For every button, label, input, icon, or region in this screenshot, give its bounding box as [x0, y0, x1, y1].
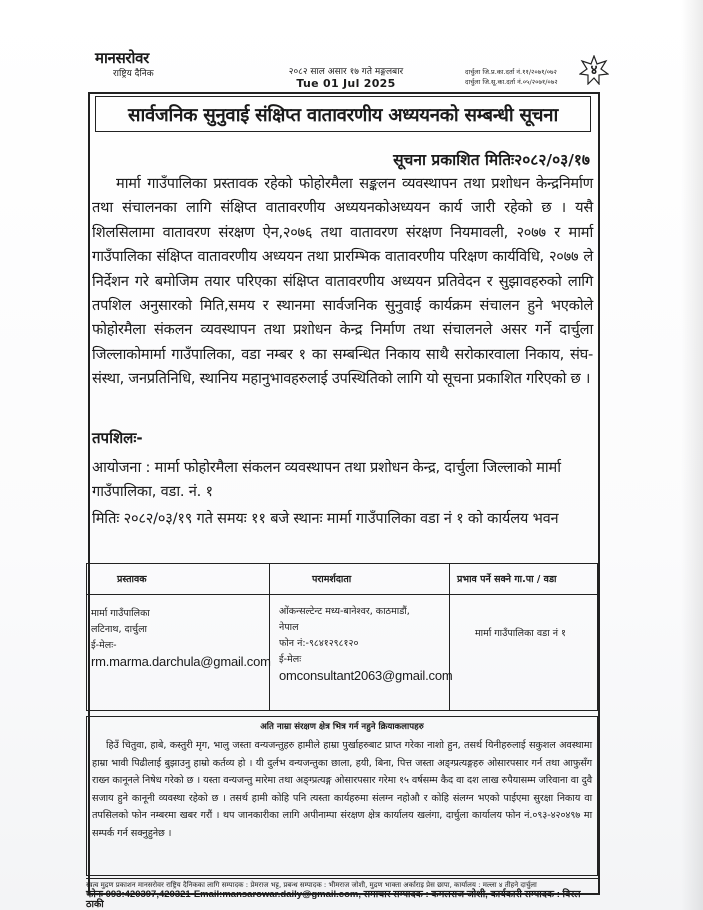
date-english: Tue 01 Jul 2025	[296, 77, 396, 90]
notice-title: सार्वजनिक सुनुवाई संक्षिप्त वातावरणीय अध्ययनको सम्बन्धी सूचना	[95, 96, 591, 132]
imprint-contact-line: फोनः 093:420397,420321-Email:mansarowar.daily@gmail.com, समाचार सम्पादक : कमलराज जोशी, कार्यकारी सम्पादक : विरल ठाकी	[86, 889, 581, 910]
date-nepali: २०८२ साल असार १७ गते मङ्गलबार	[288, 67, 404, 77]
page-number-badge	[579, 55, 609, 85]
newspaper-logo: मानसरोवर	[95, 49, 150, 67]
consultant-name: ओंकन्सल्टेन्ट मध्य-बानेश्वर, काठमाडौं,	[279, 606, 410, 617]
consultant-email-label: ई-मेलः	[279, 654, 302, 665]
registration-line: दार्चुला जि.प्र.का.दर्ता नं.११/२०७१/०७२	[465, 68, 557, 76]
header-affected-area: प्रभाव पर्ने सक्ने गा.पा / वडा	[457, 574, 557, 585]
organizer-line: आयोजना : मार्मा फोहोरमैला संकलन व्यवस्थापन तथा प्रशोधन केन्द्र, दार्चुला जिल्लाको मार्मा गाउँपालिका, वडा. नं. १	[92, 459, 561, 500]
masthead-date-block	[236, 64, 456, 90]
date-time-place: मितिः २०८२/०३/१९ गते समयः ११ बजे स्थानः मार्मा गाउँपालिका वडा नं १ को कार्यलय भवन	[92, 510, 559, 527]
consultant-phone: फोन नं:-९८४१२९८१२०	[279, 638, 359, 649]
published-date: सूचना प्रकाशित मितिः२०८२/०३/१७	[393, 151, 590, 169]
table-divider	[269, 564, 270, 710]
page-edge-shadow	[681, 0, 703, 910]
wildlife-notice-body: हिउँ चितुवा, हाबे, कस्तुरी मृग, भालु जस्ता वन्यजन्तुहरु हामीले हाम्रा पुर्खाहरुबाट प्राप्त गरेका नाशो हुन, तसर्थ यिनीहरुलाई सकुशल अवस्थामा हाम्रा भावी पिढीलाई बुझाउनु हाम्रो कर्तव्य हो । यी दुर्लभ वन्यजन्तुका छाला, हयी, बिना, पित्त जस्ता अङ्ग्प्रत्यङ्गहरु ओसारपसार गर्न तथा आफुसँग राख्न कानूनले निषेध गरेको छ । यस्ता वन्यजन्तु मारेमा तथा अङ्ग्प्रत्यङ्ग ओसारपसार गरेमा १५ वर्षसम्म कैद वा दश लाख रुपैयासम्म जरिवाना वा दुवै सजाय हुने कानूनी व्यवस्था रहेको छ । तसर्थ हामी कोहि पनि त्यस्ता कार्यहरुमा संलग्न नहोऔ र कोहि संलग्न भएको पाईएमा सुरक्षा निकाय वा तपसिलको फोन नम्बरमा खबर गरौं । थप जानकारीका लागि अपीनाम्पा संरक्षण क्षेत्र कार्यालय खलंगा, दार्चुला कार्यालय फोन नं.०९३-४२०४९७ मा सम्पर्क गर्न सक्नुहुनेछ ।	[92, 740, 592, 839]
proponent-email: rm.marma.darchula@gmail.com	[91, 654, 271, 669]
masthead-logo-block	[95, 50, 205, 79]
consultant-country: नेपाल	[279, 622, 299, 633]
notice-body: मार्मा गाउँपालिका प्रस्तावक रहेको फोहोरमैला सङ्कलन व्यवस्थापन तथा प्रशोधन केन्द्रनिर्माण तथा संचालनका लागि संक्षिप्त वातावरणीय अध्ययनकोअध्ययन कार्य जारी रहेको छ । यसै शिलसिलामा वातावरण संरक्षण ऐन,२०७६ तथा वातावरण संरक्षण नियमावली, २०७७ र मार्मा गाउँपालिका संक्षिप्त वातावरणीय अध्ययन तथा प्रारम्भिक वातावरणीय परिक्षण कार्यविधि, २०७७ ले निर्देशन गरे बमोजिम तयार परिएका संक्षिप्त वातावरणीय अध्ययन प्रतिवेदन र सुझावहरुको लागि तपशिल अनुसारको मिति,समय र स्थानमा सार्वजनिक सुनुवाई कार्यक्रम संचालन हुने भएकोले फोहोरमैला संकलन व्यवस्थापन तथा प्रशोधन केन्द्र निर्माण तथा संचालनले असर गर्ने दार्चुला जिल्लाकोमार्मा गाउँपालिका, वडा नम्बर १ का सम्बन्धित निकाय साथै सरोकारवाला निकाय, संघ-संस्था, जनप्रतिनिधि, स्थानिय महानुभावहरुलाई उपस्थितिको लागि यो सूचना प्रकाशित गरिएको छ ।	[92, 175, 593, 388]
proponent-name: मार्मा गाउँपालिका	[91, 608, 150, 619]
imprint-line: स्वत्व मुद्रण प्रकाशन मानसरोवर राष्ट्रिय दैनिकका लागि सम्पादक : प्रेमराज भट्ट, प्रबन्ध सम्पादक : भीमराज जोशी, मुद्रण भाक्ता अर्काराइ प्रेस छापा, कार्यालय : मल्ला ४ तीहने दार्चुला	[86, 881, 537, 889]
proponent-email-label: ई-मेलः-	[91, 640, 117, 651]
table-divider	[449, 564, 450, 710]
affected-area-cell: मार्मा गाउँपालिका वडा नं १	[475, 628, 566, 639]
proponent-cell	[91, 606, 271, 670]
consultant-cell	[279, 604, 453, 684]
page-number: ४	[590, 63, 598, 78]
header-consultant: परामर्शदाता	[312, 574, 352, 585]
wildlife-notice-title: अति नाम्रा संरक्षण क्षेत्र भित्र गर्न नहुने क्रियाकलापहरु	[260, 722, 424, 732]
imprint-footer	[86, 878, 598, 910]
consultant-email: omconsultant2063@gmail.com	[279, 668, 453, 683]
registration-block	[465, 67, 580, 87]
newspaper-subtitle: राष्ट्रिय दैनिक	[113, 69, 154, 79]
proponent-address: लटिनाथ, दार्चुला	[91, 624, 147, 635]
header-proponent: प्रस्तावक	[117, 574, 147, 585]
contact-table	[86, 563, 598, 711]
details-heading: तपशिलः-	[92, 429, 143, 447]
registration-line: दार्चुला जि.सू.का.दर्ता नं.०५/२०७१/०७२	[465, 78, 558, 86]
